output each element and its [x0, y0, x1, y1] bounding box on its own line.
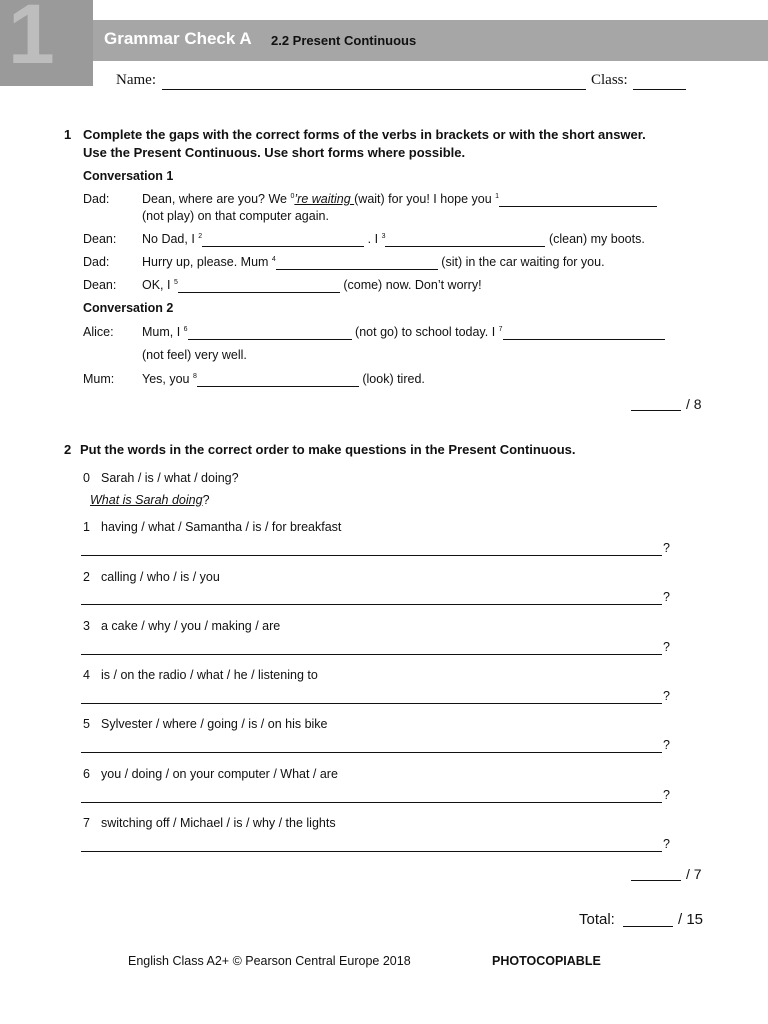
dialogue-line: OK, I $^5$ (come) now. Don’t worry!	[142, 278, 482, 292]
unit-number: 1	[8, 0, 55, 81]
example-prompt: Sarah / is / what / doing?	[101, 471, 239, 485]
speaker-label: Dean:	[83, 278, 117, 292]
ex1-instruction-2: Use the Present Continuous. Use short forms where possible.	[83, 145, 466, 160]
item-number: 6	[83, 767, 90, 781]
class-field[interactable]	[633, 89, 686, 90]
unit-badge	[0, 0, 93, 86]
footer-photocopiable: PHOTOCOPIABLE	[492, 954, 601, 968]
answer-line[interactable]	[81, 802, 662, 803]
total-label: Total:	[579, 911, 615, 928]
ex2-score: / 7	[686, 866, 702, 882]
item-prompt: a cake / why / you / making / are	[101, 619, 281, 633]
footer-copyright: English Class A2+ © Pearson Central Europe 2018	[128, 954, 411, 968]
name-label: Name:	[116, 72, 156, 88]
speaker-label: Dad:	[83, 255, 110, 269]
question-mark: ?	[663, 640, 670, 654]
gap-7[interactable]	[503, 325, 665, 340]
question-mark: ?	[663, 689, 670, 703]
speaker-label: Alice:	[83, 325, 114, 339]
answer-line[interactable]	[81, 654, 662, 655]
ex1-score: / 8	[686, 396, 702, 412]
gap-4[interactable]	[276, 255, 438, 270]
question-mark: ?	[663, 837, 670, 851]
question-mark: ?	[663, 738, 670, 752]
gap-3[interactable]	[385, 232, 545, 247]
dialogue-line: Hurry up, please. Mum $^4$ (sit) in the car waiting for you.	[142, 255, 605, 269]
total-field[interactable]	[623, 926, 673, 927]
item-prompt: switching off / Michael / is / why / the lights	[101, 816, 336, 830]
item-prompt: Sylvester / where / going / is / on his bike	[101, 717, 328, 731]
speaker-label: Mum:	[83, 372, 115, 386]
answer-line[interactable]	[81, 604, 662, 605]
ex1-instruction-1: Complete the gaps with the correct forms of the verbs in brackets or with the short answer.	[83, 127, 646, 142]
dialogue-line: Yes, you $^8$ (look) tired.	[142, 372, 425, 386]
example-answer-line: What is Sarah doing?	[90, 493, 210, 507]
dialogue-line: No Dad, I $^2$ . I $^3$ (clean) my boots.	[142, 232, 645, 246]
gap-5[interactable]	[178, 278, 340, 293]
speaker-label: Dean:	[83, 232, 117, 246]
dialogue-line-cont: (not feel) very well.	[142, 348, 247, 362]
gap-2[interactable]	[202, 232, 364, 247]
item-number: 5	[83, 717, 90, 731]
conversation-2-heading: Conversation 2	[83, 301, 174, 315]
ex2-instruction: Put the words in the correct order to make questions in the Present Continuous.	[80, 442, 576, 457]
ex1-number: 1	[64, 127, 72, 142]
item-prompt: having / what / Samantha / is / for breakfast	[101, 520, 342, 534]
gap-1[interactable]	[499, 192, 657, 207]
gap-8[interactable]	[197, 372, 359, 387]
item-number: 4	[83, 668, 90, 682]
question-mark: ?	[663, 541, 670, 555]
question-mark: ?	[663, 788, 670, 802]
answer-line[interactable]	[81, 851, 662, 852]
conversation-1-heading: Conversation 1	[83, 169, 174, 183]
item-prompt: is / on the radio / what / he / listening to	[101, 668, 318, 682]
dialogue-line: Mum, I $^6$ (not go) to school today. I $^7$	[142, 325, 665, 340]
score-field[interactable]	[631, 880, 681, 881]
item-prompt: you / doing / on your computer / What / are	[101, 767, 338, 781]
question-mark: ?	[663, 590, 670, 604]
dialogue-line: Dean, where are you? We $^0$’re waiting (wait) for you! I hope you $^1$	[142, 192, 657, 207]
worksheet-title: Grammar Check A	[104, 29, 252, 48]
score-field[interactable]	[631, 410, 681, 411]
speaker-label: Dad:	[83, 192, 110, 206]
item-number: 3	[83, 619, 90, 633]
example-answer: ’re waiting	[294, 192, 355, 206]
total-score: / 15	[678, 911, 704, 928]
item-number: 2	[83, 570, 90, 584]
answer-line[interactable]	[81, 555, 662, 556]
class-label: Class:	[591, 72, 628, 88]
gap-6[interactable]	[188, 325, 352, 340]
item-number: 1	[83, 520, 90, 534]
worksheet-subtitle: 2.2 Present Continuous	[271, 33, 417, 48]
name-field[interactable]	[162, 89, 586, 90]
answer-line[interactable]	[81, 752, 662, 753]
item-number: 7	[83, 816, 90, 830]
dialogue-line-cont: (not play) on that computer again.	[142, 209, 329, 223]
ex2-number: 2	[64, 442, 72, 457]
item-prompt: calling / who / is / you	[101, 570, 220, 584]
answer-line[interactable]	[81, 703, 662, 704]
item-number: 0	[83, 471, 90, 485]
